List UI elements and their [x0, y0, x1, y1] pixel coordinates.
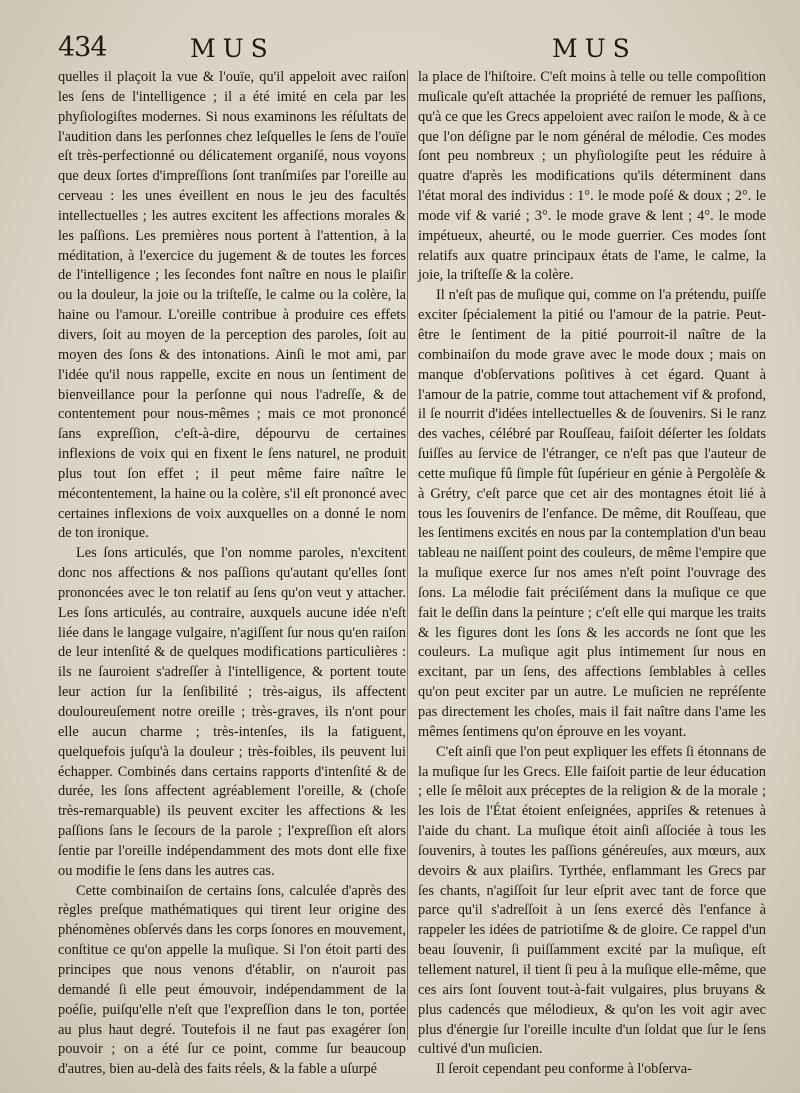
left-text-column: [58, 68, 406, 1080]
paragraph: Les ſons articulés, que l'on nomme paroles, n'excitent donc nos affections & nos paſſions qu'autant qu'elles ſont prononcées avec le ton relatif au ſens qu'on veut y attacher. Les ſons articulés, au contraire, auxquels aucune idée n'eſt liée dans le langage vulgaire, n'agiſſent ſur nous qu'en raiſon de leur intenſité & de quelques modifications particulières : ils ne ſauroient s'adreſſer à l'intelligence, & portent toute leur action ſur la ſenſibilité ; très-aigus, ils affectent douloureuſement notre oreille ; très-graves, ils n'ont pour elle aucun charme ; très-intenſes, ils la fatiguent, quelquefois juſqu'à la douleur ; très-foibles, ils peuvent lui échapper. Combinés dans certains rapports d'intenſité & de durée, les ſons affectent agréablement l'oreille, & (choſe très-remarquable) ils peuvent exciter les affections & les paſſions ſans le ſecours de la parole ; l'expreſſion eſt alors ſentie par l'oreille indépendamment des mots dont elle fixe ou modifie le ſens dans les autres cas.: [58, 545, 406, 879]
running-title-right: MUS: [552, 34, 637, 63]
running-head: [0, 26, 800, 66]
paragraph: la place de l'hiſtoire. C'eſt moins à telle ou telle compoſition muſicale qu'eſt attachée la propriété de remuer les paſſions, qu'à ce que les Grecs appeloient avec raiſon le mode, & à ce que l'on déſigne par le nom général de mélodie. Ces modes ſont peu nombreux ; un phyſiologiſte peut les réduire à quatre d'après les modifications qu'ils déterminent dans l'état moral des individus : 1°. le mode poſé & doux ; 2°. le mode vif & varié ; 3°. le mode grave & lent ; 4°. le mode impétueux, aheurté, ou le mode guerrier. Ces modes ſont relatifs aux quatre principaux états de l'ame, le calme, la joie, la triſteſſe & la colère.: [418, 69, 766, 284]
paragraph: quelles il plaçoit la vue & l'ouïe, qu'il appeloit avec raiſon les ſens de l'intelligence ; il a été imité en cela par les phyſiologiſtes modernes. Si nous examinons les réſultats de l'audition dans les perſonnes chez leſquelles le ſens de l'ouïe eſt très-perfectionné ou délicatement organiſé, nous voyons que deux ſortes d'impreſſions ſont tranſmiſes par l'oreille au cerveau : les unes éveillent en nous le jeu des facultés intellectuelles ; les autres excitent les affections morales & les paſſions. Les premières nous portent à l'attention, à la méditation, à l'exercice du jugement & de toutes les forces de l'intelligence ; les ſecondes font naître en nous le plaiſir ou la douleur, la joie ou la triſteſſe, le calme ou la colère, la haine ou l'amour. L'oreille contribue à produire ces effets divers, ſoit au moyen de la perception des paroles, ſoit au moyen des ſons & des intonations. Ainſi le mot ami, par l'idée qu'il nous rappelle, excite en nous un ſentiment de bienveillance pour la perſonne qui nous l'adreſſe, & de contentement pour nous-mêmes ; mais ce mot prononcé ſans expreſſion, c'eſt-à-dire, dépourvu de certaines inflexions de voix qui en fixent le ſens naturel, ne produit plus tout ſon effet ; il peut même faire naître le mécontentement, la haine ou la colère, s'il eſt prononcé avec certaines inflexions de voix auxquelles on a donné le nom de ton ironique.: [58, 69, 406, 542]
running-title-left: MUS: [190, 34, 275, 63]
right-text-column: [418, 68, 766, 1080]
column-divider: [407, 70, 408, 1040]
paragraph: C'eſt ainſi que l'on peut expliquer les effets ſi étonnans de la muſique ſur les Grecs. Elle faiſoit partie de leur éducation ; elle ſe mêloit aux préceptes de la religion & de la morale ; les lois de l'État étoient enſeignées, appriſes & retenues à l'aide du chant. La muſique étoit ainſi aſſociée à tous les ſouvenirs, à toutes les paſſions généreuſes, aux mœurs, aux devoirs & aux plaiſirs. Tyrthée, enflammant les Grecs par ſes chants, n'agiſſoit ſur leur eſprit avec tant de force que parce qu'il s'adreſſoit à un ſens exercé dès l'enfance à rappeler les idées de patriotiſme & de gloire. Ce rappel d'un beau ſouvenir, ſi puiſſamment excité par la muſique, eſt tellement naturel, il tient ſi peu à la muſique elle-même, que ces airs ſont ſouvent tout-à-fait vulgaires, plus bruyans & plus cadencés que mélodieux, & qu'on les voit agir avec plus d'énergie ſur l'oreille inculte d'un ſoldat que ſur le ſens cultivé d'un muſicien.: [418, 743, 766, 1058]
paragraph: Cette combinaiſon de certains ſons, calculée d'après des règles preſque mathématiques qui tirent leur origine des phénomènes obſervés dans les corps ſonores en mouvement, conſtitue ce qu'on appelle la muſique. Si l'on étoit parti des principes que nous venons d'établir, on n'auroit pas demandé ſi elle peut émouvoir, indépendamment de la poéſie, puiſqu'elle n'eſt que l'expreſſion dans le ton, portée au plus haut degré. Toutefois il ne faut pas exagérer ſon pouvoir ; on a été ſur ce point, comme ſur beaucoup d'autres, bien au-delà des faits réels, & la fable a uſurpé: [58, 882, 406, 1078]
page-number: 434: [58, 32, 107, 63]
paragraph: Il ſeroit cependant peu conforme à l'obſerva-: [436, 1061, 692, 1078]
paragraph: Il n'eſt pas de muſique qui, comme on l'a prétendu, puiſſe exciter ſpécialement la pitié ou l'amour de la patrie. Peut-être le ſentiment de la pitié pourroit-il naître de la combinaiſon du mode grave avec le mode doux ; mais on manque d'obſervations poſitives à cet égard. Quant à l'amour de la patrie, comme tout attachement vif & profond, il ſe nourrit d'idées intellectuelles & de ſouvenirs. Si le ranz des vaches, célébré par Rouſſeau, faiſoit déſerter les ſoldats ſuiſſes au ſervice de l'étranger, ce n'eſt pas que l'auteur de cette muſique fû ſimple fût ſupérieur en génie à Pergolèſe & à Grétry, c'eſt parce que cet air des montagnes étoit lié à tous les ſouvenirs de l'enfance. De même, dit Rouſſeau, que les ſentimens excités en nous par la contemplation d'un beau tableau ne naiſſent point des couleurs, de même l'empire que la muſique exerce ſur nos ames n'eſt point l'ouvrage des ſons. La mélodie fait préciſément dans la muſique ce que fait le deſſin dans la peinture ; c'eſt elle qui marque les traits & les figures dont les ſons & les accords ne ſont que les couleurs. La muſique agit plus intimement ſur nous en excitant, par un ſens, des affections ſemblables à celles qu'on peut exciter par un autre. Le muſicien ne repréſente pas directement les choſes, mais il fait naître dans l'ame les mêmes ſentimens qu'on éprouve en les voyant.: [418, 287, 766, 740]
